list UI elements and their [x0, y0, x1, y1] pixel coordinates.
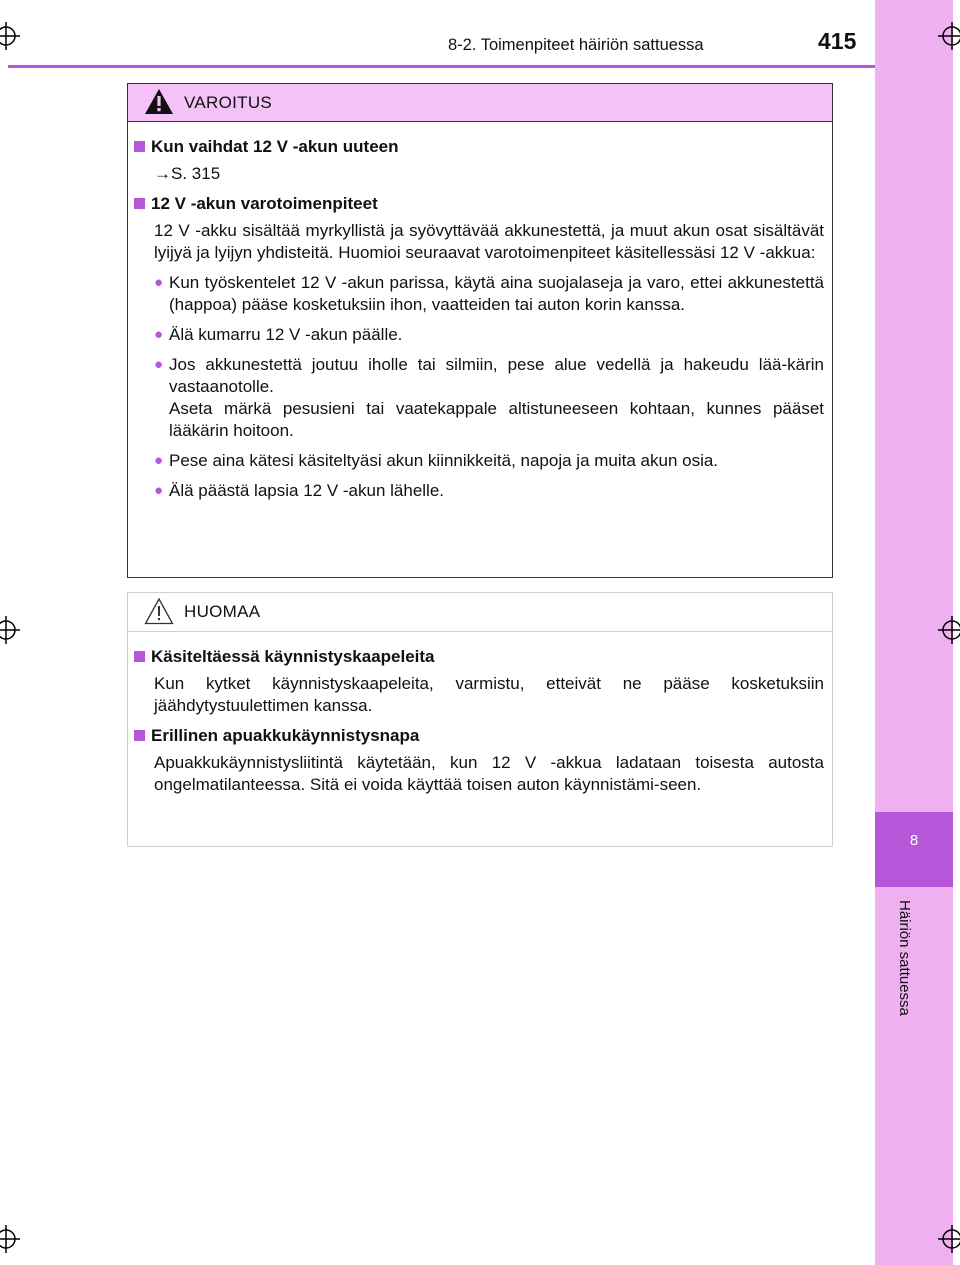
page-reference: →S. 315 — [154, 164, 221, 183]
list-item: ● Älä päästä lapsia 12 V -akun lähelle. — [154, 481, 445, 500]
round-bullet-icon: ● — [154, 452, 164, 469]
round-bullet-icon: ● — [154, 326, 164, 343]
paragraph: Apuakkukäynnistysliitintä käytetään, kun 12 V -akkua ladataan toisesta autosta ongelmatilanteessa. Sitä ei voida käyttää toisen auton käynnistämi-seen. — [154, 753, 824, 794]
square-bullet-icon — [134, 730, 145, 741]
notice-label: HUOMAA — [184, 602, 261, 621]
section-heading: Käsiteltäessä käynnistyskaapeleita — [134, 646, 824, 668]
section-title: 8-2. Toimenpiteet häiriön sattuessa — [448, 36, 704, 54]
intro-paragraph: 12 V -akku sisältää myrkyllistä ja syövyttävää akkunestettä, ja muut akun osat sisältävät lyijyä ja lyijyn yhdisteitä. Huomioi seuraavat varotoimenpiteet käsitellessäsi 12 V -akkua: — [154, 221, 824, 262]
registration-mark-icon — [938, 1225, 960, 1253]
square-bullet-icon — [134, 198, 145, 209]
warning-triangle-icon — [144, 88, 174, 115]
list-item: ● Kun työskentelet 12 V -akun parissa, käytä aina suojalaseja ja varo, ettei akkunestettä (happoa) pääse kosketuksiin ihon, vaatteiden tai auton korin kanssa. — [154, 273, 824, 314]
page-number: 415 — [818, 28, 857, 54]
warning-box — [127, 83, 833, 578]
list-item: ● Jos akkunestettä joutuu iholle tai silmiin, pese alue vedellä ja hakeudu lää-kärin vastaanotolle. Aseta märkä pesusieni tai vaatekappale altistuneeseen kohtaan, kunnes pääset lääkärin hoitoon. — [154, 355, 824, 440]
square-bullet-icon — [134, 141, 145, 152]
registration-mark-icon — [0, 22, 20, 50]
notice-box — [127, 592, 833, 847]
square-bullet-icon — [134, 651, 145, 662]
registration-mark-icon — [938, 616, 960, 644]
notice-content — [128, 632, 832, 796]
registration-mark-icon — [0, 616, 20, 644]
paragraph: Kun kytket käynnistyskaapeleita, varmistu, etteivät ne pääse kosketuksiin jäähdytystuulettimen kanssa. — [154, 674, 824, 715]
round-bullet-icon: ● — [154, 356, 164, 373]
caution-outline-icon — [144, 597, 174, 625]
header-rule — [8, 65, 875, 68]
warning-label: VAROITUS — [184, 93, 273, 112]
chapter-tab — [875, 812, 953, 887]
list-item: ● Älä kumarru 12 V -akun päälle. — [154, 325, 403, 344]
list-item: ● Pese aina kätesi käsiteltyäsi akun kiinnikkeitä, napoja ja muita akun osia. — [154, 451, 719, 470]
chapter-number: 8 — [909, 832, 919, 849]
section-heading: Erillinen apuakkukäynnistysnapa — [134, 725, 824, 747]
round-bullet-icon: ● — [154, 274, 164, 291]
notice-header — [128, 593, 832, 632]
warning-header — [128, 84, 832, 122]
warning-content — [128, 122, 832, 502]
chapter-title: Häiriön sattuessa — [896, 900, 913, 1016]
section-heading: Kun vaihdat 12 V -akun uuteen — [134, 136, 824, 158]
registration-mark-icon — [938, 22, 960, 50]
section-heading: 12 V -akun varotoimenpiteet — [134, 193, 824, 215]
registration-mark-icon — [0, 1225, 20, 1253]
round-bullet-icon: ● — [154, 482, 164, 499]
